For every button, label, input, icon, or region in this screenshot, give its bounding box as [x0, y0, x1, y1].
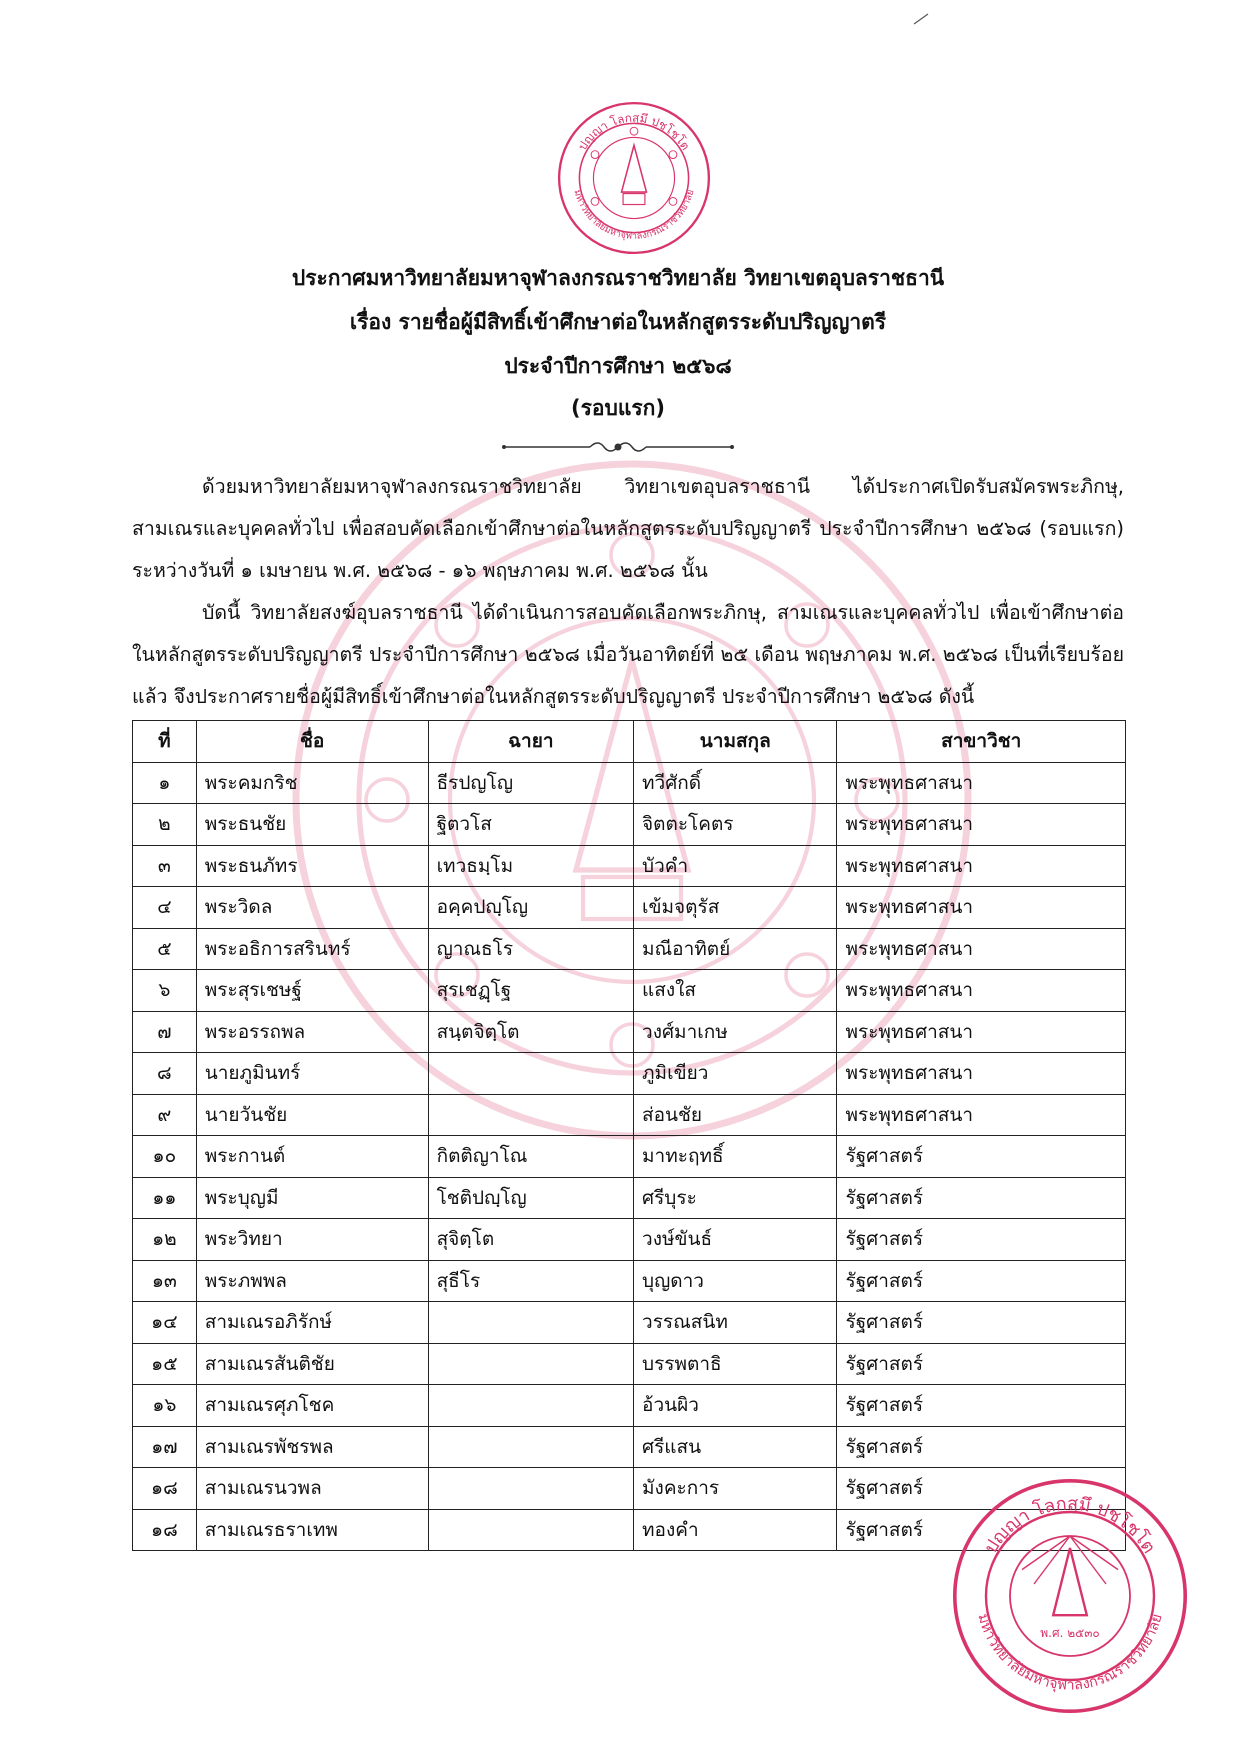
university-seal-bottom — [950, 1476, 1190, 1716]
header-alias: ฉายา — [428, 721, 633, 763]
cell-major: รัฐศาสตร์ — [837, 1343, 1126, 1385]
table-row — [133, 1177, 1126, 1219]
table-row — [133, 804, 1126, 846]
cell-name: สามเณรอภิรักษ์ — [196, 1302, 428, 1344]
cell-alias: สุธีโร — [428, 1260, 633, 1302]
cell-major: รัฐศาสตร์ — [837, 1385, 1126, 1427]
cell-alias — [428, 1094, 633, 1136]
table-row — [133, 1094, 1126, 1136]
cell-surname: มังคะการ — [634, 1468, 837, 1510]
cell-major: รัฐศาสตร์ — [837, 1509, 1126, 1551]
seal2-top-text: ปญญา โลกสฺมึ ปชฺโชโต — [980, 1493, 1160, 1558]
cell-no: ๑๕ — [133, 1343, 197, 1385]
cell-no: ๘ — [133, 1053, 197, 1095]
table-row — [133, 1385, 1126, 1427]
cell-surname: วงษ์ขันธ์ — [634, 1219, 837, 1261]
cell-alias — [428, 1509, 633, 1551]
seal2-bottom-text: มหาวิทยาลัยมหาจุฬาลงกรณราชวิทยาลัย — [974, 1612, 1166, 1694]
cell-major: รัฐศาสตร์ — [837, 1260, 1126, 1302]
cell-no: ๙ — [133, 1094, 197, 1136]
cell-alias: สุจิตฺโต — [428, 1219, 633, 1261]
table-row — [133, 845, 1126, 887]
round-label: (รอบแรก) — [571, 396, 665, 420]
svg-text:มหาวิทยาลัยมหาจุฬาลงกรณราชวิทย — [572, 189, 697, 242]
cell-no: ๑๑ — [133, 1177, 197, 1219]
cell-alias: ญาณธโร — [428, 928, 633, 970]
header-no: ที่ — [133, 721, 197, 763]
cell-name: สามเณรนวพล — [196, 1468, 428, 1510]
cell-surname: ทวีศักดิ์ — [634, 762, 837, 804]
cell-no: ๖ — [133, 970, 197, 1012]
table-row — [133, 1302, 1126, 1344]
cell-no: ๑๒ — [133, 1219, 197, 1261]
header-surname: นามสกุล — [634, 721, 837, 763]
cell-alias: ฐิตวโส — [428, 804, 633, 846]
cell-surname: บรรพตาธิ — [634, 1343, 837, 1385]
cell-name: พระสุรเชษฐ์ — [196, 970, 428, 1012]
admitted-list-table — [132, 720, 1126, 1551]
cell-alias: เทวธมฺโม — [428, 845, 633, 887]
cell-alias: กิตติญาโณ — [428, 1136, 633, 1178]
cell-major: พระพุทธศาสนา — [837, 1094, 1126, 1136]
cell-major: พระพุทธศาสนา — [837, 970, 1126, 1012]
result-text: บัดนี้ วิทยาลัยสงฆ์อุบลราชธานี ได้ดำเนินการสอบคัดเลือกพระภิกษุ, สามเณรและบุคคลทั่วไป เพื่อเข้าศึกษาต่อในหลักสูตรระดับปริญญาตรี ประจำปีการศึกษา ๒๕๖๘ เมื่อวันอาทิตย์ที่ ๒๕ เดือน พฤษภาคม พ.ศ. ๒๕๖๘ เป็นที่เรียบร้อยแล้ว จึงประกาศรายชื่อผู้มีสิทธิ์เข้าศึกษาต่อในหลักสูตรระดับปริญญาตรี ประจำปีการศึกษา ๒๕๖๘ ดังนี้ — [132, 601, 1124, 708]
cell-major: รัฐศาสตร์ — [837, 1426, 1126, 1468]
cell-name: นายวันชัย — [196, 1094, 428, 1136]
cell-name: พระคมกริช — [196, 762, 428, 804]
table-row — [133, 1136, 1126, 1178]
cell-major: รัฐศาสตร์ — [837, 1219, 1126, 1261]
seal-bottom-text: มหาวิทยาลัยมหาจุฬาลงกรณราชวิทยาลัย — [571, 188, 697, 242]
announcement-title: ประกาศมหาวิทยาลัยมหาจุฬาลงกรณราชวิทยาลัย วิทยาเขตอุบลราชธานี — [291, 266, 945, 290]
table-row — [133, 1219, 1126, 1261]
cell-alias — [428, 1426, 633, 1468]
cell-major: พระพุทธศาสนา — [837, 762, 1126, 804]
cell-surname: ส่อนชัย — [634, 1094, 837, 1136]
cell-surname: บุญดาว — [634, 1260, 837, 1302]
table-row — [133, 970, 1126, 1012]
cell-name: สามเณรพัชรพล — [196, 1426, 428, 1468]
cell-name: พระกานต์ — [196, 1136, 428, 1178]
cell-surname: แสงใส — [634, 970, 837, 1012]
cell-name: พระภพพล — [196, 1260, 428, 1302]
cell-name: สามเณรสันติชัย — [196, 1343, 428, 1385]
header-name: ชื่อ — [196, 721, 428, 763]
cell-major: พระพุทธศาสนา — [837, 1011, 1126, 1053]
table-row — [133, 928, 1126, 970]
table-row — [133, 887, 1126, 929]
cell-alias: สนฺตจิตฺโต — [428, 1011, 633, 1053]
cell-major: รัฐศาสตร์ — [837, 1302, 1126, 1344]
intro-paragraph — [132, 466, 1124, 592]
cell-alias — [428, 1302, 633, 1344]
cell-no: ๑๗ — [133, 1426, 197, 1468]
cell-no: ๑๖ — [133, 1385, 197, 1427]
cell-name: พระวิทยา — [196, 1219, 428, 1261]
cell-no: ๑ — [133, 762, 197, 804]
cell-alias: สุรเชฏฺโฐ — [428, 970, 633, 1012]
university-seal-top — [556, 100, 712, 256]
cell-major: พระพุทธศาสนา — [837, 928, 1126, 970]
table-row — [133, 1260, 1126, 1302]
academic-year: ประจำปีการศึกษา ๒๕๖๘ — [504, 354, 732, 378]
intro-text: ด้วยมหาวิทยาลัยมหาจุฬาลงกรณราชวิทยาลัย วิทยาเขตอุบลราชธานี ได้ประกาศเปิดรับสมัครพระภิกษุ, สามเณรและบุคคลทั่วไป เพื่อสอบคัดเลือกเข้าศึกษาต่อในหลักสูตรระดับปริญญาตรี ประจำปีการศึกษา ๒๕๖๘ (รอบแรก) ระหว่างวันที่ ๑ เมษายน พ.ศ. ๒๕๖๘ - ๑๖ พฤษภาคม พ.ศ. ๒๕๖๘ นั้น — [132, 475, 1124, 582]
cell-alias — [428, 1053, 633, 1095]
cell-major: พระพุทธศาสนา — [837, 887, 1126, 929]
cell-surname: มาทะฤทธิ์ — [634, 1136, 837, 1178]
cell-name: สามเณรศุภโชค — [196, 1385, 428, 1427]
divider-ornament — [498, 436, 738, 458]
cell-no: ๑๔ — [133, 1302, 197, 1344]
cell-name: พระอรรถพล — [196, 1011, 428, 1053]
cell-surname: เข้มจตุรัส — [634, 887, 837, 929]
cell-alias — [428, 1343, 633, 1385]
cell-alias — [428, 1468, 633, 1510]
cell-major: รัฐศาสตร์ — [837, 1177, 1126, 1219]
pen-mark — [912, 12, 930, 26]
cell-surname: ศรีบุระ — [634, 1177, 837, 1219]
cell-surname: ทองคำ — [634, 1509, 837, 1551]
cell-alias: อคฺคปญฺโญ — [428, 887, 633, 929]
cell-no: ๑๐ — [133, 1136, 197, 1178]
cell-major: รัฐศาสตร์ — [837, 1468, 1126, 1510]
header-major: สาขาวิชา — [837, 721, 1126, 763]
cell-name: พระวิดล — [196, 887, 428, 929]
cell-surname: ภูมิเขียว — [634, 1053, 837, 1095]
cell-surname: วรรณสนิท — [634, 1302, 837, 1344]
cell-major: พระพุทธศาสนา — [837, 804, 1126, 846]
cell-name: พระธนภัทร — [196, 845, 428, 887]
cell-no: ๑๘ — [133, 1509, 197, 1551]
seal-top-text: ปญญา โลกสฺมึ ปชฺโชโต — [575, 110, 693, 153]
cell-no: ๒ — [133, 804, 197, 846]
cell-surname: วงศ์มาเกษ — [634, 1011, 837, 1053]
table-row — [133, 1011, 1126, 1053]
seal-center-text: พ.ศ. ๒๕๓๐ — [1040, 1625, 1100, 1640]
table-row — [133, 1343, 1126, 1385]
table-row — [133, 762, 1126, 804]
cell-no: ๕ — [133, 928, 197, 970]
cell-name: นายภูมินทร์ — [196, 1053, 428, 1095]
table-header-row — [133, 721, 1126, 763]
table-row — [133, 1053, 1126, 1095]
cell-name: พระบุญมี — [196, 1177, 428, 1219]
cell-alias: โชติปญฺโญ — [428, 1177, 633, 1219]
cell-surname: จิตตะโคตร — [634, 804, 837, 846]
cell-no: ๑๓ — [133, 1260, 197, 1302]
cell-alias: ธีรปญโญ — [428, 762, 633, 804]
cell-surname: ศรีแสน — [634, 1426, 837, 1468]
cell-major: พระพุทธศาสนา — [837, 1053, 1126, 1095]
cell-name: สามเณรธราเทพ — [196, 1509, 428, 1551]
announcement-subject: เรื่อง รายชื่อผู้มีสิทธิ์เข้าศึกษาต่อในหลักสูตรระดับปริญญาตรี — [349, 310, 887, 334]
table-row — [133, 1426, 1126, 1468]
cell-name: พระอธิการสรินทร์ — [196, 928, 428, 970]
cell-no: ๓ — [133, 845, 197, 887]
cell-no: ๑๘ — [133, 1468, 197, 1510]
cell-no: ๗ — [133, 1011, 197, 1053]
cell-name: พระธนชัย — [196, 804, 428, 846]
cell-surname: อ้วนผิว — [634, 1385, 837, 1427]
cell-no: ๔ — [133, 887, 197, 929]
svg-text:มหาวิทยาลัยมหาจุฬาลงกรณราชวิทย — [974, 1612, 1165, 1694]
cell-surname: มณีอาทิตย์ — [634, 928, 837, 970]
cell-major: พระพุทธศาสนา — [837, 845, 1126, 887]
cell-surname: บัวคำ — [634, 845, 837, 887]
cell-major: รัฐศาสตร์ — [837, 1136, 1126, 1178]
result-paragraph — [132, 592, 1124, 718]
cell-alias — [428, 1385, 633, 1427]
